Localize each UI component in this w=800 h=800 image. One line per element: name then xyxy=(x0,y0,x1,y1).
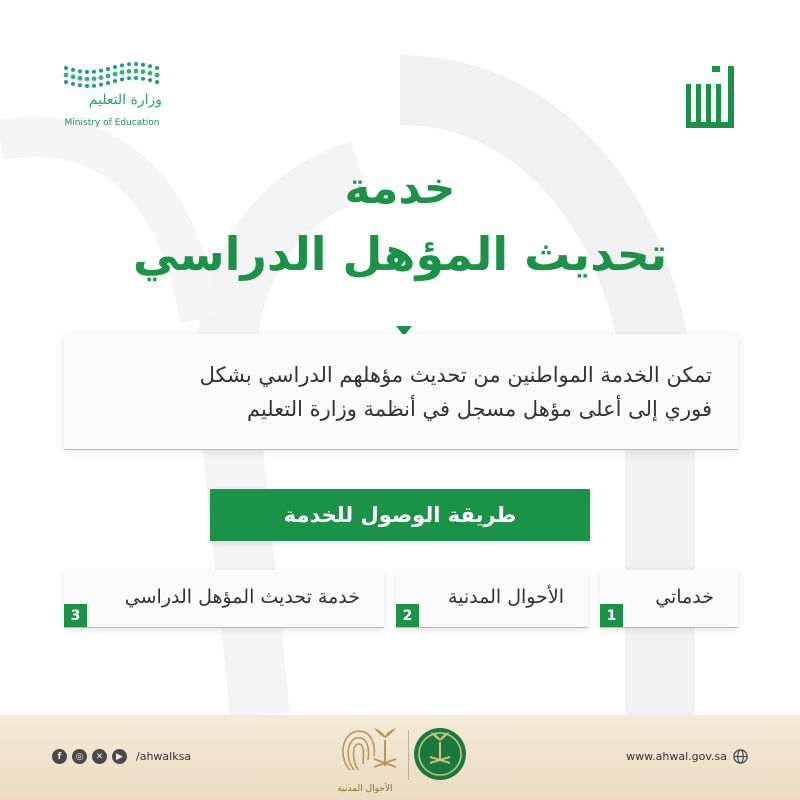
fingerprint-icon xyxy=(343,731,374,770)
instagram-icon[interactable]: ◎ xyxy=(72,749,87,764)
step-card-update-qualification[interactable] xyxy=(64,570,384,628)
step-label: خدمة تحديث المؤهل الدراسي xyxy=(124,586,360,608)
step-label: الأحوال المدنية xyxy=(447,586,564,608)
description-line-2: فوري إلى أعلى مؤهل مسجل في أنظمة وزارة التعليم xyxy=(246,396,712,421)
step-number-badge: 1 xyxy=(600,604,623,627)
step-card-my-services[interactable] xyxy=(600,570,738,628)
service-title-line-1: خدمة xyxy=(344,163,456,214)
civil-affairs-logo-text: الأحوال المدنية xyxy=(337,784,393,794)
globe-icon xyxy=(733,749,748,764)
website-url[interactable]: www.ahwal.gov.sa xyxy=(626,750,727,763)
social-links xyxy=(52,749,191,764)
x-icon[interactable]: ✕ xyxy=(92,749,107,764)
footer-emblem-graphics xyxy=(330,720,470,784)
website-link[interactable] xyxy=(626,749,748,764)
footer-emblems xyxy=(330,720,470,796)
social-handle[interactable]: /ahwalksa xyxy=(136,750,192,763)
youtube-icon[interactable]: ▶ xyxy=(112,749,127,764)
description-card xyxy=(64,334,738,450)
facebook-icon[interactable]: f xyxy=(52,749,67,764)
footer-bar xyxy=(0,715,800,800)
step-card-civil-affairs[interactable] xyxy=(396,570,588,628)
step-label: خدماتي xyxy=(655,586,714,608)
palm-swords-emblem-icon xyxy=(374,728,396,768)
service-title-line-2: تحديث المؤهل الدراسي xyxy=(132,227,668,281)
ministry-seal-icon xyxy=(414,728,466,780)
moe-logo-english-text: Ministry of Education xyxy=(64,118,160,128)
moe-logo-arabic-text: وزارة التعليم xyxy=(88,92,162,108)
step-number-badge: 2 xyxy=(396,604,419,627)
step-number-badge: 3 xyxy=(64,604,87,627)
moe-logo-dots-icon xyxy=(62,62,162,90)
emblem-divider xyxy=(408,730,409,780)
description-line-1: تمكن الخدمة المواطنين من تحديث مؤهلهم الدراسي بشكل xyxy=(199,362,712,387)
absher-logo xyxy=(682,62,742,132)
ministry-of-education-logo xyxy=(62,62,162,132)
access-method-button[interactable]: طريقة الوصول للخدمة xyxy=(210,489,590,541)
